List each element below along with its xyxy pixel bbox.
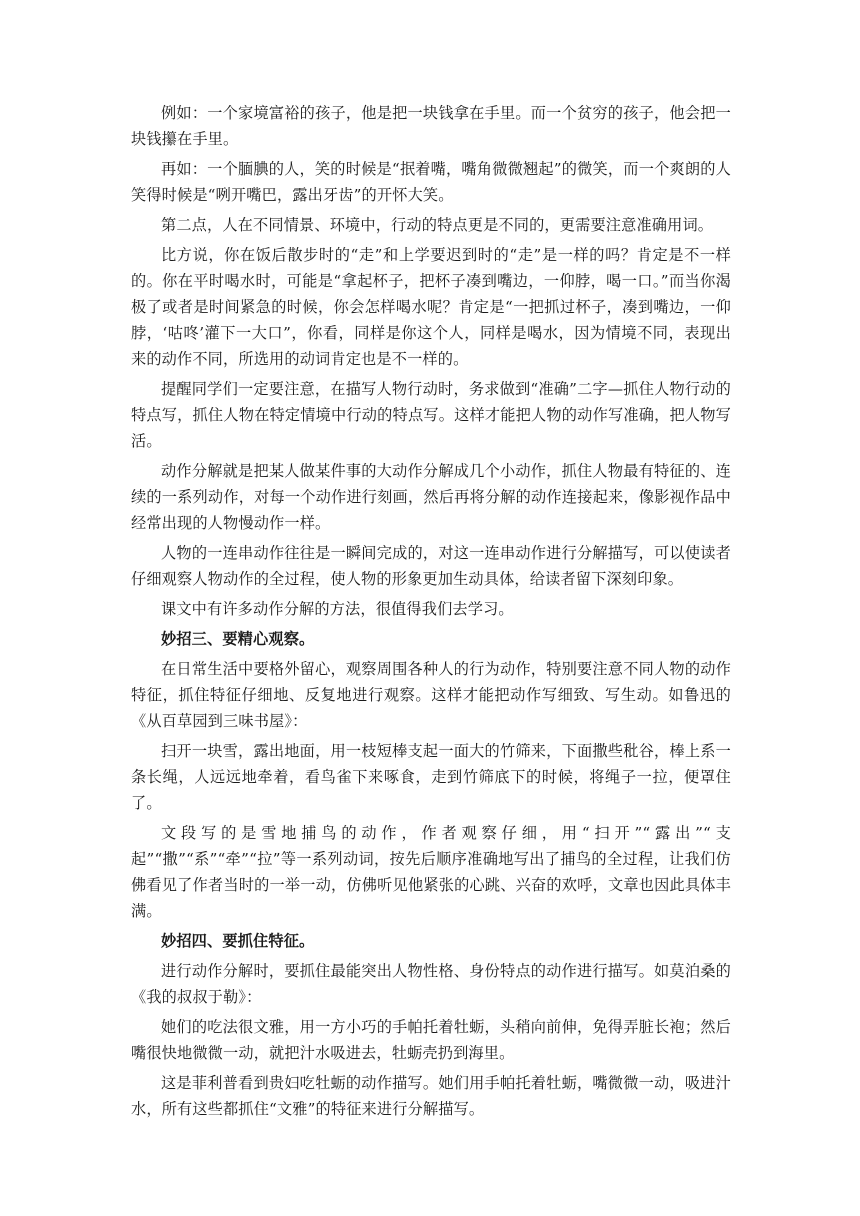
section-heading-features: 妙招四、要抓住特征。 <box>161 932 315 950</box>
paragraph-action-decomposition: 动作分解就是把某人做某件事的大动作分解成几个小动作，抓住人物最有特征的、连续的一系列动作，对每一个动作进行刻画，然后再将分解的动作连接起来，像影视作品中经常出现的人物慢动作一样。 <box>131 462 731 532</box>
paragraph-features-intro: 进行动作分解时，要抓住最能突出人物性格、身份特点的动作进行描写。如莫泊桑的《我的叔叔于勒》： <box>131 962 731 1006</box>
paragraph-textbook-methods: 课文中有许多动作分解的方法，很值得我们去学习。 <box>161 600 514 618</box>
section-heading-observe: 妙招三、要精心观察。 <box>161 630 315 648</box>
paragraph-oyster-analysis: 这是菲利普看到贵妇吃牡蛎的动作描写。她们用手帕托着牡蛎，嘴微微一动，吸进汁水，所有这些都抓住“文雅”的特征来进行分解描写。 <box>131 1074 731 1118</box>
paragraph-instant-actions: 人物的一连串动作往往是一瞬间完成的，对这一连串动作进行分解描写，可以使读者仔细观察人物动作的全过程，使人物的形象更加生动具体，给读者留下深刻印象。 <box>131 544 731 588</box>
paragraph-example-smile: 再如：一个腼腆的人，笑的时候是“抿着嘴，嘴角微微翘起”的微笑，而一个爽朗的人笑得时候是“咧开嘴巴，露出牙齿”的开怀大笑。 <box>131 160 731 204</box>
paragraph-quote-oysters: 她们的吃法很文雅，用一方小巧的手帕托着牡蛎，头稍向前伸，免得弄脏长袍；然后嘴很快地微微一动，就把汁水吸进去，牡蛎壳扔到海里。 <box>131 1018 731 1062</box>
paragraph-quote-bird-catching: 扫开一块雪，露出地面，用一枝短棒支起一面大的竹筛来，下面撒些秕谷，棒上系一条长绳，人远远地牵着，看鸟雀下来啄食，走到竹筛底下的时候，将绳子一拉，便罩住了。 <box>131 742 731 812</box>
paragraph-example-money: 例如：一个家境富裕的孩子，他是把一块钱拿在手里。而一个贫穷的孩子，他会把一块钱攥在手里。 <box>131 104 731 148</box>
paragraph-bird-analysis: 文段写的是雪地捕鸟的动作，作者观察仔细，用“扫开”“露出”“支起”“撒”“系”“牵”“拉”等一系列动词，按先后顺序准确地写出了捕鸟的全过程，让我们仿佛看见了作者当时的一举一动，仿佛听见他紧张的心跳、兴奋的欢呼，文章也因此具体丰满。 <box>131 824 731 920</box>
document-body <box>131 100 731 1122</box>
paragraph-walk-drink: 比方说，你在饭后散步时的“走”和上学要迟到时的“走”是一样的吗？肯定是不一样的。你在平时喝水时，可能是“拿起杯子，把杯子凑到嘴边，一仰脖，喝一口。”而当你渴极了或者是时间紧急的时候，你会怎样喝水呢？肯定是“一把抓过杯子，凑到嘴边，一仰脖，‘咕咚’灌下一大口”，你看，同样是你这个人，同样是喝水，因为情境不同，表现出来的动作不同，所选用的动词肯定也是不一样的。 <box>131 246 731 368</box>
paragraph-point-two: 第二点，人在不同情景、环境中，行动的特点更是不同的，更需要注意准确用词。 <box>161 216 714 234</box>
paragraph-observe-daily: 在日常生活中要格外留心，观察周围各种人的行为动作，特别要注意不同人物的动作特征，抓住特征仔细地、反复地进行观察。这样才能把动作写细致、写生动。如鲁迅的《从百草园到三味书屋》： <box>131 660 731 730</box>
paragraph-reminder: 提醒同学们一定要注意，在描写人物行动时，务求做到“准确”二字—抓住人物行动的特点写，抓住人物在特定情境中行动的特点写。这样才能把人物的动作写准确，把人物写活。 <box>131 380 731 450</box>
